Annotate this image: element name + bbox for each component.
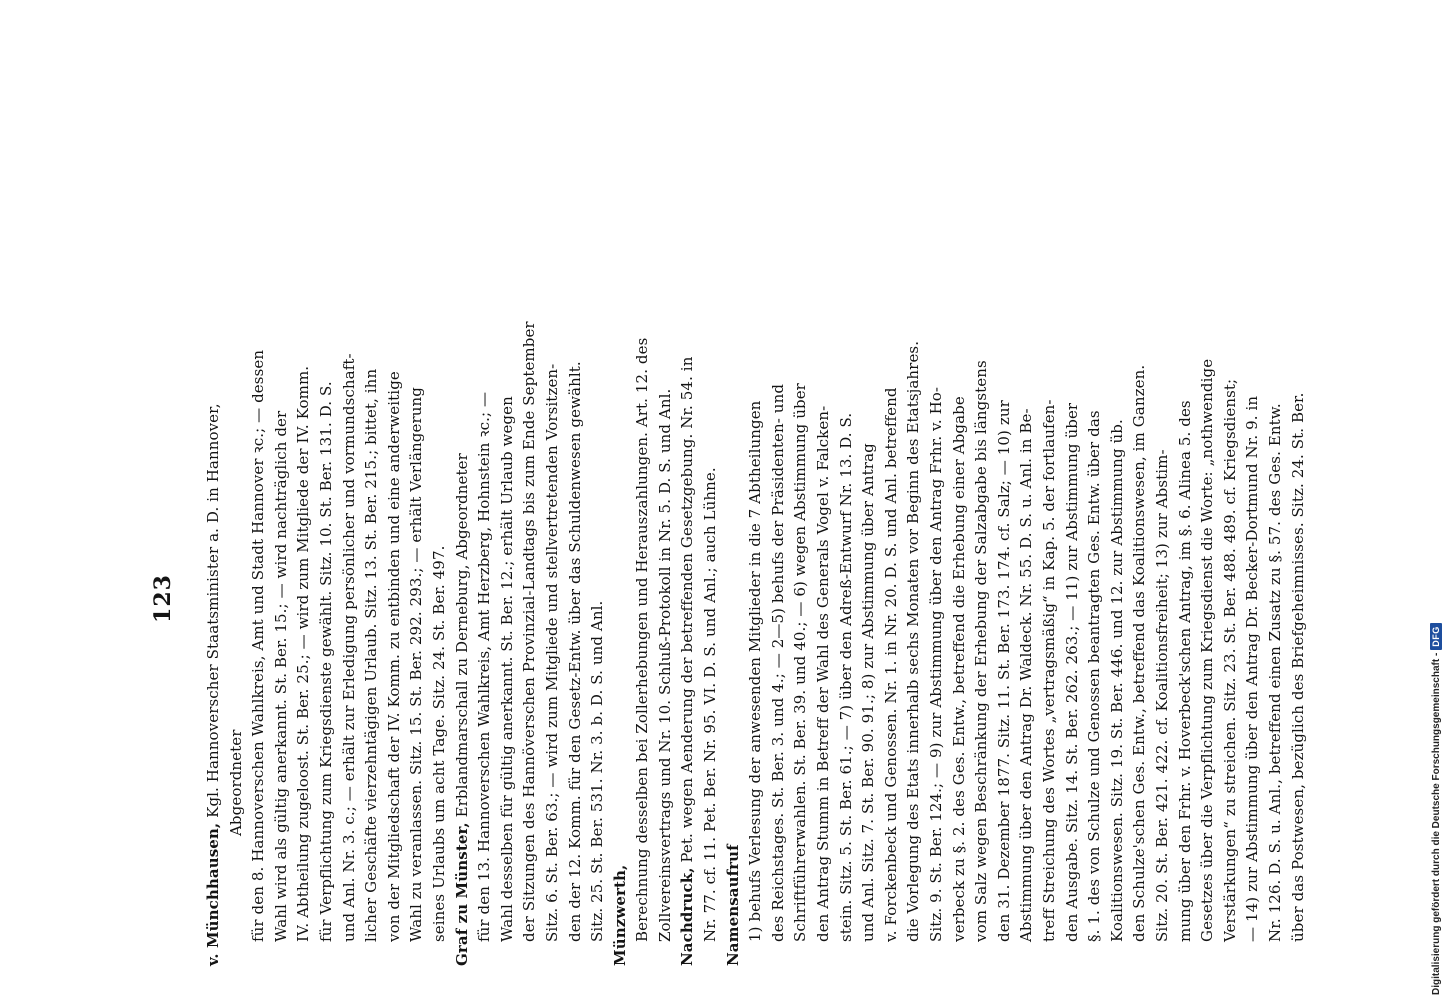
index-entries (202, 231, 1309, 966)
entry-line (564, 231, 587, 966)
entry-line (451, 231, 474, 966)
entry-line (1196, 231, 1219, 966)
entry-line (744, 231, 767, 966)
entry-line (1038, 231, 1061, 966)
entry-text: Verstärkungen“ zu streichen. Sitz. 23. St. Ber. 488. 489. cf. Kriegsdienst; (1220, 378, 1239, 942)
entry-text: §. 1. des von Schulze und Genossen beantragten Ges. Entw. über das (1085, 410, 1104, 942)
entry-text: der Sitzungen des Hannöverschen Provinzial-Landtags bis zum Ende September (520, 321, 539, 942)
entry-headword: v. Münchhausen, (204, 822, 222, 966)
entry-line (1287, 231, 1310, 966)
entry-text: die Vorlegung des Etats innerhalb sechs Monaten vor Beginn des Etatsjahres. (904, 340, 923, 942)
entry-text: Koalitionswesen. Sitz. 19. St. Ber. 446. und 12. zur Abstimmung üb. (1107, 419, 1126, 942)
entry-text: Zollvereinsvertrags und Nr. 10. Schluß-Protokoll in Nr. 5. D. S. und Anl. (655, 388, 674, 942)
entry-text: seines Urlaubs um acht Tage. Sitz. 24. St. Ber. 497. (429, 545, 448, 942)
entry-text: vom Salz wegen Beschränkung der Erhebung der Salzabgabe bis längstens (972, 360, 991, 942)
entry-line (518, 231, 541, 966)
entry-text: Abstimmung über den Antrag Dr. Waldeck. Nr. 55. D. S. u. Anl. in Be- (1017, 408, 1036, 942)
entry-line (631, 231, 654, 966)
entry-text: verbeck zu §. 2. des Ges. Entw., betreffend die Erhebung einer Abgabe (949, 396, 968, 942)
entry-line (722, 231, 745, 966)
entry-line (292, 231, 315, 966)
entry-line (586, 231, 609, 966)
entry-text: für den 8. Hannoverschen Wahlkreis, Amt und Stadt Hannover ꝛc.; — dessen (249, 349, 268, 942)
entry-text: für Verpflichtung zum Kriegsdienste gewählt. Sitz. 10. St. Ber. 131. D. S. (316, 381, 335, 942)
entry-text: Sitz. 6. St. Ber. 63.; — wird zum Mitgliede und stellvertretenden Vorsitzen- (542, 363, 561, 942)
entry-text: Pet. wegen Aenderung der betreffenden Gesetzgebung. Nr. 54. in (678, 356, 697, 868)
entry-text: und Anl. Sitz. 7. St. Ber. 90. 91.; 8) zur Abstimmung über Antrag (859, 443, 878, 942)
entry-line (1264, 231, 1287, 966)
entry-text: den Antrag Stumm in Betreff der Wahl des Generals Vogel v. Falcken- (814, 405, 833, 942)
entry-text: den 31. Dezember 1877. Sitz. 11. St. Ber. 173. 174. cf. Salz; — 10) zur (994, 400, 1013, 942)
entry-text: Wahl wird als gültig anerkannt. St. Ber. 15.; — wird nachträglich der (271, 410, 290, 942)
entry-line (948, 231, 971, 966)
entry-text: den Schulze'schen Ges. Entw., betreffend das Koalitionswesen, im Ganzen. (1130, 364, 1149, 942)
entry-line (315, 231, 338, 966)
entry-headword: Nachdruck, (678, 867, 697, 966)
entry-text: Kgl. Hannoverscher Staatsminister a. D. in Hannover, (204, 403, 222, 823)
entry-text: Nr. 126. D. S. u. Anl., betreffend einen Zusatz zu §. 57. des Ges. Entw. (1265, 403, 1284, 942)
entry-line (857, 231, 880, 966)
entry-text: Erblandmarschall zu Derneburg, Abgeordneter (452, 453, 471, 823)
entry-text: mung über den Frhr. v. Hoverbeck'schen Antrag, im §. 6. Alinea 5. des (1175, 400, 1194, 942)
entry-line (1106, 231, 1129, 966)
entry-line (360, 231, 383, 966)
entry-line (225, 231, 248, 966)
entry-text: den Ausgabe. Sitz. 14. St. Ber. 262. 263.; — 11) zur Abstimmung über (1062, 402, 1081, 942)
index-entry (609, 231, 677, 966)
entry-line (338, 231, 361, 966)
entry-text: und Anl. Nr. 3. c.; — erhält zur Erledigung persönlicher und vormundschaft- (339, 353, 358, 942)
digitization-watermark (1430, 5, 1442, 995)
entry-text: — 14) zur Abstimmung über den Antrag Dr. Becker-Dortmund Nr. 9. in (1243, 395, 1262, 942)
entry-line (880, 231, 903, 966)
entry-line (767, 231, 790, 966)
entry-line (541, 231, 564, 966)
entry-text: über das Postwesen, bezüglich des Briefgeheimnisses. Sitz. 24. St. Ber. (1288, 392, 1307, 942)
entry-text: Schriftführerwahlen. St. Ber. 39. und 40.; — 6) wegen Abstimmung über (791, 383, 810, 942)
entry-line (902, 231, 925, 966)
entry-text: v. Forckenbeck und Genossen. Nr. 1. in Nr. 20. D. S. und Anl. betreffend (881, 387, 900, 942)
entry-line (383, 231, 406, 966)
index-entry (202, 231, 451, 966)
entry-text: des Reichstages. St. Ber. 3. und 4.; — 2—5) behufs der Präsidenten- und (768, 383, 787, 942)
entry-line (970, 231, 993, 966)
entry-line (654, 231, 677, 966)
entry-line (789, 231, 812, 966)
entry-line (405, 231, 428, 966)
entry-text: Wahl desselben für gültig anerkannt. St. Ber. 12.; erhält Urlaub wegen (497, 396, 516, 942)
entry-line (1015, 231, 1038, 966)
entry-line (428, 231, 451, 966)
entry-text: licher Geschäfte vierzehntägigen Urlaub. Sitz. 13. St. Ber. 215.; bittet, ihn (362, 368, 381, 942)
entry-text: Berechnung desselben bei Zollerhebungen und Herauszahlungen. Art. 12. des (633, 337, 652, 942)
entry-headword: Namensaufruf (723, 844, 742, 966)
entry-line (1174, 231, 1197, 966)
entry-line (1128, 231, 1151, 966)
entry-line (925, 231, 948, 966)
entry-text: Sitz. 9. St. Ber. 124.; — 9) zur Abstimmung über den Antrag Frhr. v. Ho- (927, 386, 945, 942)
entry-line (247, 231, 270, 966)
entry-text: Wahl zu veranlassen. Sitz. 15. St. Ber. 292. 293.; — erhält Verlängerung (407, 387, 426, 942)
entry-line (202, 231, 225, 966)
entry-line (699, 231, 722, 966)
entry-text: Sitz. 20. St. Ber. 421. 422. cf. Koalitionsfreiheit; 13) zur Abstim- (1152, 449, 1171, 942)
entry-line (496, 231, 519, 966)
entry-line (1151, 231, 1174, 966)
entry-text: Gesetzes über die Verpflichtung zum Kriegsdienst die Worte: „nothwendige (1198, 358, 1217, 942)
entry-text: treff Streichung des Wortes „vertragsmäßig“ in Kap. 5. der fortlaufen- (1039, 399, 1058, 942)
entry-text: Abgeordneter (226, 729, 245, 836)
entry-line (609, 231, 632, 966)
entry-line (270, 231, 293, 966)
index-entry (722, 231, 1309, 966)
entry-text: für den 13. Hannoverschen Wahlkreis, Amt Herzberg, Hohnstein ꝛc.; — (475, 391, 494, 942)
entry-text: Nr. 77. cf. 11. Pet. Ber. Nr. 95. VI. D. S. und Anl.; auch Lühne. (701, 467, 720, 942)
rotated-document-page (150, 231, 1307, 966)
entry-text: Sitz. 25. St. Ber. 531. Nr. 3. b. D. S. und Anl. (588, 600, 607, 942)
entry-text: von der Mitgliedschaft der IV. Komm. zu entbinden und eine anderweitige (384, 371, 403, 942)
entry-line (1219, 231, 1242, 966)
index-entry (676, 231, 721, 966)
index-entry (451, 231, 609, 966)
entry-headword: Münzwerth, (610, 864, 629, 966)
entry-line (1083, 231, 1106, 966)
entry-line (993, 231, 1016, 966)
entry-text: IV. Abtheilung zugeloost. St. Ber. 25.; — wird zum Mitgliede der IV. Komm. (294, 365, 313, 942)
entry-text: 1) behufs Verlesung der anwesenden Mitglieder in die 7 Abtheilungen (746, 400, 765, 942)
entry-text: stein. Sitz. 5. St. Ber. 61.; — 7) über den Adreß-Entwurf Nr. 13. D. S. (836, 412, 855, 942)
entry-line (835, 231, 858, 966)
entry-headword: Graf zu Münster, (452, 822, 471, 966)
entry-text: den der 12. Komm. für den Gesetz-Entw. über das Schuldenwesen gewählt. (565, 361, 584, 942)
entry-line (473, 231, 496, 966)
entry-line (676, 231, 699, 966)
dfg-logo: DFG (1430, 623, 1442, 650)
entry-line (812, 231, 835, 966)
entry-line (1061, 231, 1084, 966)
watermark-text: Digitalisierung gefördert durch die Deutsche Forschungsgemeinschaft - (1430, 652, 1442, 995)
entry-line (1241, 231, 1264, 966)
page-number: 123 (150, 574, 176, 623)
